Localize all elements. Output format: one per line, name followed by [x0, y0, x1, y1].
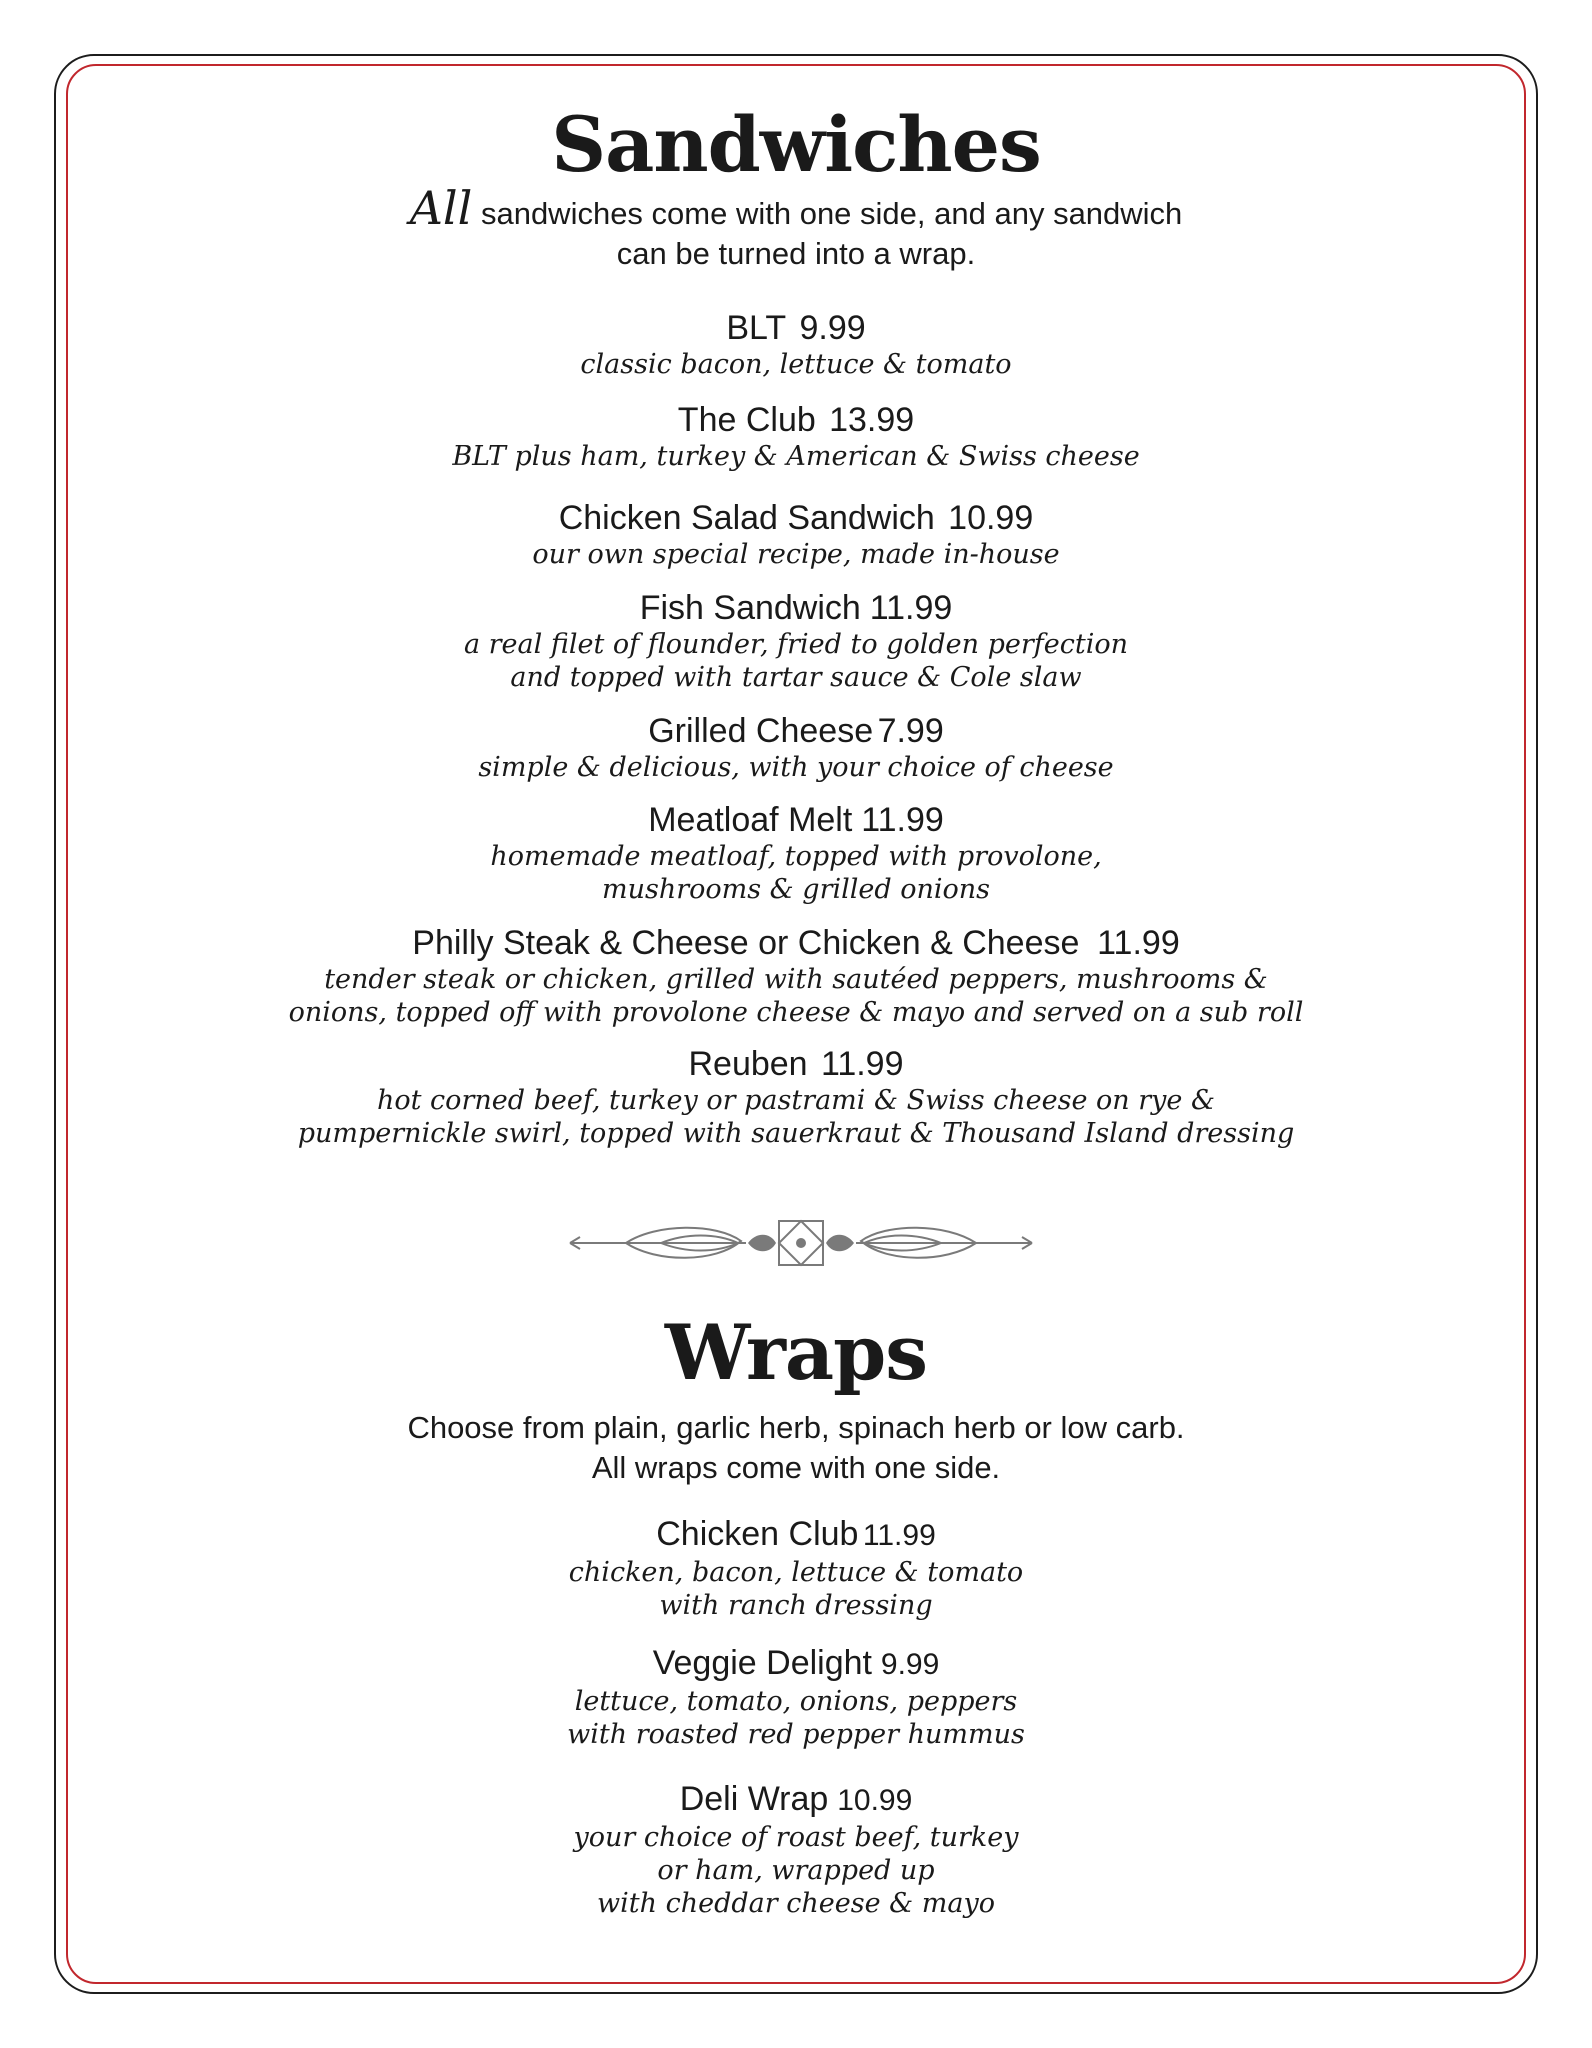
item-description: tender steak or chicken, grilled with sautéed peppers, mushrooms &: [324, 964, 1268, 995]
menu-item-blt: [0, 308, 1592, 381]
item-name: Philly Steak & Cheese or Chicken & Cheese: [412, 924, 1080, 962]
wraps-intro-line-1: Choose from plain, garlic herb, spinach herb or low carb.: [407, 1410, 1185, 1445]
sandwiches-intro-line-1: [0, 181, 1592, 235]
sandwiches-title: Sandwiches: [551, 100, 1041, 189]
menu-item-chicken-club-wrap: [0, 1514, 1592, 1622]
item-description: with ranch dressing: [659, 1590, 933, 1621]
item-description: BLT plus ham, turkey & American & Swiss cheese: [452, 441, 1140, 472]
item-price: 7.99: [877, 712, 944, 750]
item-price: 11.99: [861, 801, 944, 839]
menu-item-meatloaf-melt: [0, 800, 1592, 906]
flourish-divider-icon: [566, 1208, 1036, 1278]
item-description: onions, topped off with provolone cheese & mayo and served on a sub roll: [288, 997, 1304, 1028]
item-description: simple & delicious, with your choice of cheese: [478, 752, 1114, 783]
item-name: Veggie Delight: [652, 1644, 872, 1682]
sandwiches-intro-line-2: can be turned into a wrap.: [616, 236, 976, 271]
item-price: 11.99: [869, 589, 953, 627]
sandwiches-intro: [0, 181, 1592, 274]
item-name: Meatloaf Melt: [648, 801, 853, 839]
item-price: 9.99: [880, 1648, 940, 1681]
wraps-title: Wraps: [664, 1308, 928, 1397]
menu-item-reuben: [0, 1044, 1592, 1150]
intro-line-1-text: sandwiches come with one side, and any sandwich: [472, 196, 1183, 231]
item-name: BLT: [726, 309, 787, 347]
item-description: and topped with tartar sauce & Cole slaw: [510, 662, 1082, 693]
item-description: our own special recipe, made in-house: [532, 539, 1060, 570]
item-price: 10.99: [837, 1784, 913, 1817]
item-description: chicken, bacon, lettuce & tomato: [568, 1557, 1024, 1588]
item-price: 11.99: [820, 1045, 904, 1083]
menu-item-veggie-delight-wrap: [0, 1643, 1592, 1751]
menu-item-the-club: [0, 400, 1592, 473]
menu-item-philly-steak: [0, 923, 1592, 1029]
item-name: Grilled Cheese: [648, 712, 874, 750]
item-description: with roasted red pepper hummus: [567, 1719, 1025, 1750]
wraps-intro-line-2: All wraps come with one side.: [591, 1450, 1001, 1485]
item-price: 9.99: [799, 309, 866, 347]
item-name: Chicken Club: [656, 1515, 859, 1553]
menu-item-grilled-cheese: [0, 711, 1592, 784]
item-description: or ham, wrapped up: [657, 1855, 935, 1886]
item-price: 11.99: [1097, 924, 1180, 962]
menu-item-chicken-salad-sandwich: [0, 498, 1592, 571]
item-description: classic bacon, lettuce & tomato: [580, 349, 1012, 380]
item-name: The Club: [677, 401, 816, 439]
menu-item-deli-wrap: [0, 1779, 1592, 1920]
item-description: pumpernickle swirl, topped with sauerkraut & Thousand Island dressing: [297, 1118, 1295, 1149]
item-description: hot corned beef, turkey or pastrami & Swiss cheese on rye &: [376, 1085, 1216, 1116]
item-price: 11.99: [862, 1519, 936, 1552]
item-price: 10.99: [948, 499, 1034, 537]
item-price: 13.99: [829, 401, 915, 439]
item-name: Deli Wrap: [679, 1780, 829, 1818]
item-description: mushrooms & grilled onions: [601, 874, 991, 905]
wraps-intro: [0, 1408, 1592, 1488]
item-description: a real filet of flounder, fried to golden perfection: [463, 629, 1129, 660]
item-name: Fish Sandwich: [639, 589, 861, 627]
item-name: Reuben: [688, 1045, 808, 1083]
item-name: Chicken Salad Sandwich: [558, 499, 935, 537]
item-description: with cheddar cheese & mayo: [597, 1888, 995, 1919]
menu-item-fish-sandwich: [0, 588, 1592, 694]
item-description: your choice of roast beef, turkey: [573, 1822, 1019, 1853]
item-description: lettuce, tomato, onions, peppers: [574, 1686, 1018, 1717]
intro-all-word: All: [409, 181, 473, 235]
item-description: homemade meatloaf, topped with provolone,: [490, 841, 1102, 872]
